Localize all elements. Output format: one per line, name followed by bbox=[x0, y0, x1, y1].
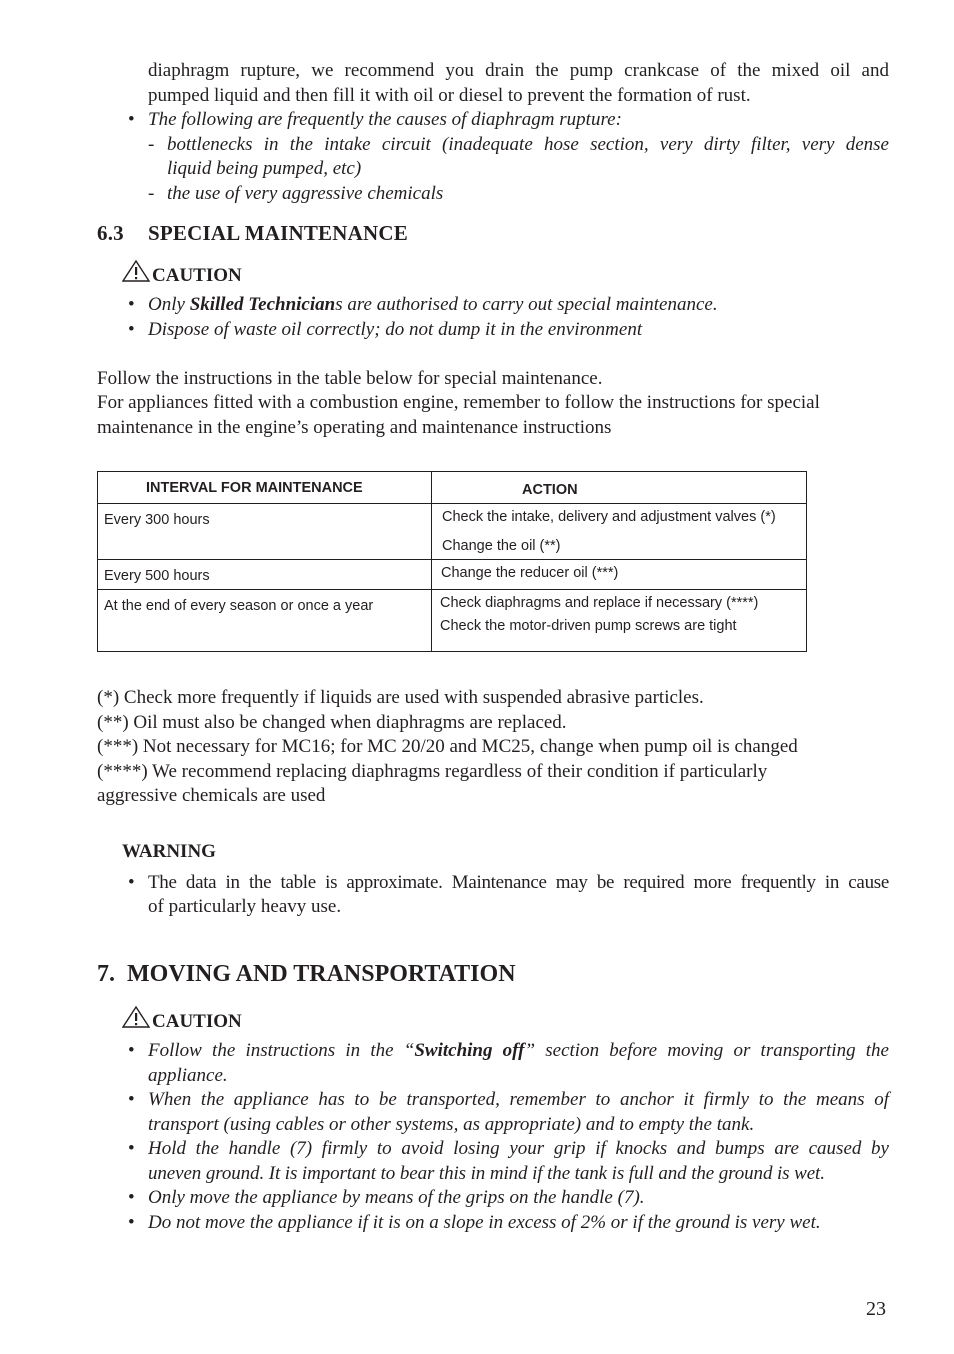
cause1-line1: bottlenecks in the intake circuit (inadequate hose section, very dirty filter, very dense bbox=[167, 134, 889, 155]
caution-heading bbox=[122, 1005, 242, 1035]
rupture-text-line1: diaphragm rupture, we recommend you drain the pump crankcase of the mixed oil and bbox=[148, 60, 889, 81]
section-number: 6.3 bbox=[97, 221, 124, 245]
warning-label: WARNING bbox=[122, 841, 216, 862]
footnote-3: (***) Not necessary for MC16; for MC 20/20 and MC25, change when pump oil is changed bbox=[97, 736, 798, 757]
cause1-line2: liquid being pumped, etc) bbox=[167, 158, 362, 179]
bullet-glyph: • bbox=[128, 872, 135, 893]
action-text: Check the motor-driven pump screws are tight bbox=[440, 617, 737, 634]
action-text: Change the reducer oil (***) bbox=[441, 564, 619, 581]
interval-cell: At the end of every season or once a year bbox=[98, 589, 432, 651]
dash-glyph: - bbox=[148, 134, 155, 155]
instructions-para-2-line2: maintenance in the engine’s operating and maintenance instructions bbox=[97, 417, 612, 438]
interval-cell: Every 500 hours bbox=[98, 559, 432, 589]
bullet-glyph: • bbox=[128, 1187, 135, 1208]
bullet-text: ” section before moving or transporting the bbox=[524, 1040, 889, 1061]
bullet-glyph: • bbox=[128, 1089, 135, 1110]
caution-bullet-1 bbox=[148, 293, 889, 318]
action-cell bbox=[432, 559, 807, 589]
footnote-4-line2: aggressive chemicals are used bbox=[97, 785, 326, 806]
rupture-text-line2: pumped liquid and then fill it with oil or diesel to prevent the formation of rust. bbox=[148, 85, 751, 106]
transport-bullet-2-line1: When the appliance has to be transported, remember to anchor it firmly to the means of bbox=[148, 1089, 889, 1110]
transport-bullet-3-line1: Hold the handle (7) firmly to avoid losing your grip if knocks and bumps are caused by bbox=[148, 1138, 889, 1159]
caution-label: CAUTION bbox=[152, 265, 242, 286]
section-7-title: 7. MOVING AND TRANSPORTATION bbox=[97, 961, 516, 987]
action-text: Check the intake, delivery and adjustment valves (*) bbox=[442, 508, 776, 525]
action-cell bbox=[432, 589, 807, 651]
header-interval: INTERVAL FOR MAINTENANCE bbox=[98, 472, 432, 504]
bullet-glyph: • bbox=[128, 109, 135, 130]
bullet-glyph: • bbox=[128, 319, 135, 340]
transport-bullet-5: Do not move the appliance if it is on a slope in excess of 2% or if the ground is very wet. bbox=[148, 1212, 821, 1233]
warning-text-line1: The data in the table is approximate. Maintenance may be required more frequently in cause bbox=[148, 872, 889, 893]
caution-label: CAUTION bbox=[152, 1011, 242, 1032]
bullet-glyph: • bbox=[128, 294, 135, 315]
bullet-text: Follow the instructions in the “ bbox=[148, 1040, 415, 1061]
footnote-2: (**) Oil must also be changed when diaphragms are replaced. bbox=[97, 712, 567, 733]
footnote-1: (*) Check more frequently if liquids are used with suspended abrasive particles. bbox=[97, 687, 704, 708]
section-title: SPECIAL MAINTENANCE bbox=[148, 221, 408, 245]
transport-bullet-3-line2: uneven ground. It is important to bear this in mind if the tank is full and the ground is wet. bbox=[148, 1163, 825, 1184]
instructions-para-1: Follow the instructions in the table below for special maintenance. bbox=[97, 368, 603, 389]
bullet-text: Only bbox=[148, 294, 190, 315]
table-header-row bbox=[98, 472, 807, 504]
transport-bullet-2-line2: transport (using cables or other systems, as appropriate) and to empty the tank. bbox=[148, 1114, 755, 1135]
transport-bullet-1-line1 bbox=[148, 1039, 889, 1064]
table-row bbox=[98, 589, 807, 651]
bullet-text: s are authorised to carry out special maintenance. bbox=[335, 294, 718, 315]
warning-triangle-icon bbox=[122, 1005, 152, 1029]
bullet-glyph: • bbox=[128, 1138, 135, 1159]
bullet-glyph: • bbox=[128, 1040, 135, 1061]
action-text: Change the oil (**) bbox=[442, 537, 561, 554]
warning-triangle-icon bbox=[122, 259, 152, 283]
interval-cell: Every 300 hours bbox=[98, 503, 432, 559]
caution-heading bbox=[122, 259, 242, 289]
table-row bbox=[98, 503, 807, 559]
transport-bullet-1-line2: appliance. bbox=[148, 1065, 228, 1086]
bullet-glyph: • bbox=[128, 1212, 135, 1233]
table-row bbox=[98, 559, 807, 589]
action-text: Check diaphragms and replace if necessary (****) bbox=[440, 594, 759, 611]
maintenance-table bbox=[97, 471, 807, 652]
header-action: ACTION bbox=[432, 472, 807, 504]
warning-text-line2: of particularly heavy use. bbox=[148, 896, 342, 917]
transport-bullet-4: Only move the appliance by means of the grips on the handle (7). bbox=[148, 1187, 645, 1208]
footnote-4-line1: (****) We recommend replacing diaphragms regardless of their condition if particularly bbox=[97, 761, 768, 782]
switching-off-emphasis: Switching off bbox=[414, 1040, 525, 1061]
action-cell bbox=[432, 503, 807, 559]
dash-glyph: - bbox=[148, 183, 155, 204]
cause2: the use of very aggressive chemicals bbox=[167, 183, 444, 204]
skilled-technician-emphasis: Skilled Technician bbox=[189, 294, 336, 315]
caution-bullet-2: Dispose of waste oil correctly; do not dump it in the environment bbox=[148, 319, 643, 340]
causes-heading: The following are frequently the causes of diaphragm rupture: bbox=[148, 109, 622, 130]
instructions-para-2-line1: For appliances fitted with a combustion engine, remember to follow the instructions for special bbox=[97, 392, 820, 413]
page-number: 23 bbox=[866, 1298, 886, 1320]
